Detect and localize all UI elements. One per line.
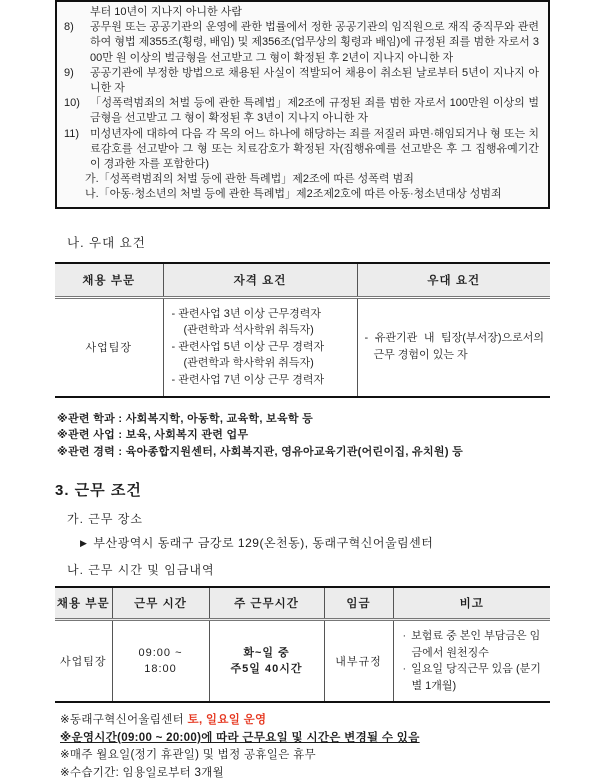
- qualification-line: (관련학과 학사학위 취득자): [183, 357, 314, 370]
- weekly-hours-line: 화~일 중: [243, 647, 290, 660]
- hours-line: 09:00 ~: [138, 647, 183, 660]
- schedule-header-position: 채용 부문: [55, 587, 112, 620]
- clause-item-8: [64, 20, 539, 66]
- clause-item-number: 9): [64, 66, 74, 79]
- preference-cell-preference: - 유관기관 내 팀장(부서장)으로서의 근무 경험이 있는 자: [357, 297, 550, 397]
- preference-table-header-qualification: 자격 요건: [163, 263, 357, 298]
- clause-sub-item-na: 나.「아동·청소년의 처벌 등에 관한 특례법」제2조제2호에 따른 아동·청소년대상 성범죄: [85, 188, 502, 201]
- schedule-table-header-row: [55, 587, 550, 620]
- preference-table-header-row: [55, 263, 550, 298]
- preference-table-header-preference: 우대 요건: [357, 263, 550, 298]
- clause-item-number: 11): [64, 127, 80, 140]
- clause-item-9: [64, 66, 539, 96]
- work-schedule-heading: 나. 근무 시간 및 임금내역: [67, 563, 215, 578]
- work-conditions-title: 3. 근무 조건: [55, 482, 142, 500]
- note-related-business: ※관련 사업 : 보육, 사회복지 관련 업무: [57, 429, 249, 442]
- clause-continuation-line: 부터 10년이 지나지 아니한 사람: [90, 6, 242, 18]
- preference-cell-position: 사업팀장: [85, 342, 132, 355]
- qualification-line: (관련학과 석사학위 취득자): [183, 324, 314, 337]
- clause-item-number: 8): [64, 21, 74, 34]
- schedule-header-remarks: 비고: [393, 587, 550, 620]
- note-weekend-red-text: 토, 일요일 운영: [187, 714, 267, 727]
- clause-item-number: 10): [64, 97, 80, 110]
- clause-item-text: 「성폭력범죄의 처벌 등에 관한 특례법」제2조에 규정된 죄를 범한 자로서 100만원 이상의 벌금형을 선고받고 그 형이 확정된 후 3년이 지나지 아니한 자: [90, 97, 539, 125]
- note-operating-hours: ※운영시간(09:00 ~ 20:00)에 따라 근무요일 및 시간은 변경될 수 있음: [60, 731, 420, 744]
- note-weekend-prefix: ※동래구혁신어울림센터: [60, 714, 188, 727]
- preference-section-heading: 나. 우대 요건: [67, 235, 146, 250]
- schedule-cell-position: 사업팀장: [59, 656, 107, 669]
- preference-cell-qualifications: [163, 297, 357, 397]
- work-location-heading: 가. 근무 장소: [67, 512, 143, 527]
- clause-item-text: 공무원 또는 공공기관의 운영에 관한 법률에서 정한 공공기관의 임직원으로 재직 중직무와 관련하여 형법 제355조(횡령, 배임) 및 제356조(업무상의 횡령과 배임)에 규정된 죄를 범한 자로서 300만 원 이상의 벌금형을 선고받고 그 형이 확정된 후 2년이 지나지 아니한 자: [90, 21, 539, 64]
- work-location-text: 부산광역시 동래구 금강로 129(온천동), 동래구혁신어울림센터: [93, 536, 434, 551]
- schedule-cell-weekly-hours: [209, 620, 324, 703]
- schedule-table: [55, 586, 550, 703]
- remark-item: · 보험료 중 본인 부담금은 임금에서 원천징수: [400, 628, 547, 661]
- schedule-header-pay: 임금: [324, 587, 393, 620]
- clause-item-11: [64, 127, 539, 173]
- note-related-major: ※관련 학과 : 사회복지학, 아동학, 교육학, 보육학 등: [57, 412, 314, 425]
- disqualification-clause-box: [55, 0, 550, 209]
- note-weekend-operation: [60, 712, 600, 730]
- preference-table-row: [55, 297, 550, 397]
- schedule-cell-remarks: [393, 620, 550, 703]
- schedule-header-weekly-hours: 주 근무시간: [209, 587, 324, 620]
- note-related-career: ※관련 경력 : 육아종합지원센터, 사회복지관, 영유아교육기관(어린이집, 유치원) 등: [57, 445, 464, 458]
- preference-table-header-position: 채용 부문: [55, 263, 163, 298]
- clause-item-10: [64, 96, 539, 126]
- schedule-notes: [60, 712, 600, 782]
- qualification-line: - 관련사업 3년 이상 근무경력자: [171, 307, 322, 320]
- preference-table: [55, 262, 550, 398]
- note-holidays: ※매주 월요일(정기 휴관일) 및 법정 공휴일은 휴무: [60, 749, 316, 762]
- work-location-line: [80, 534, 600, 551]
- schedule-cell-pay: 내부규정: [324, 620, 393, 703]
- clause-sub-item-ga: 가.「성폭력범죄의 처벌 등에 관한 특례법」제2조에 따른 성폭력 범죄: [85, 173, 414, 186]
- hours-line: 18:00: [144, 663, 177, 676]
- schedule-table-row: [55, 620, 550, 703]
- schedule-cell-hours: [112, 620, 209, 703]
- clause-item-text: 미성년자에 대하여 다음 각 목의 어느 하나에 해당하는 죄를 저질러 파면·해임되거나 형 또는 치료감호를 선고받아 그 형 또는 치료감호가 확정된 자(집행유예를 선고받은 후 그 집행유예기간이 경과한 자를 포함한다): [90, 127, 539, 171]
- schedule-header-hours: 근무 시간: [112, 587, 209, 620]
- qualification-line: - 관련사업 5년 이상 근무 경력자: [171, 340, 325, 353]
- weekly-hours-line: 주5일 40시간: [230, 663, 303, 676]
- clause-item-text: 공공기관에 부정한 방법으로 채용된 사실이 적발되어 채용이 취소된 날로부터 5년이 지나지 아니한 자: [90, 66, 539, 95]
- remark-item: · 일요일 당직근무 있음 (분기별 1개월): [400, 661, 547, 694]
- qualification-line: - 관련사업 7년 이상 근무 경력자: [171, 373, 325, 386]
- preference-notes: [57, 411, 600, 461]
- note-probation: ※수습기간: 임용일로부터 3개월: [60, 766, 225, 779]
- triangle-bullet-icon: ▶: [80, 538, 88, 549]
